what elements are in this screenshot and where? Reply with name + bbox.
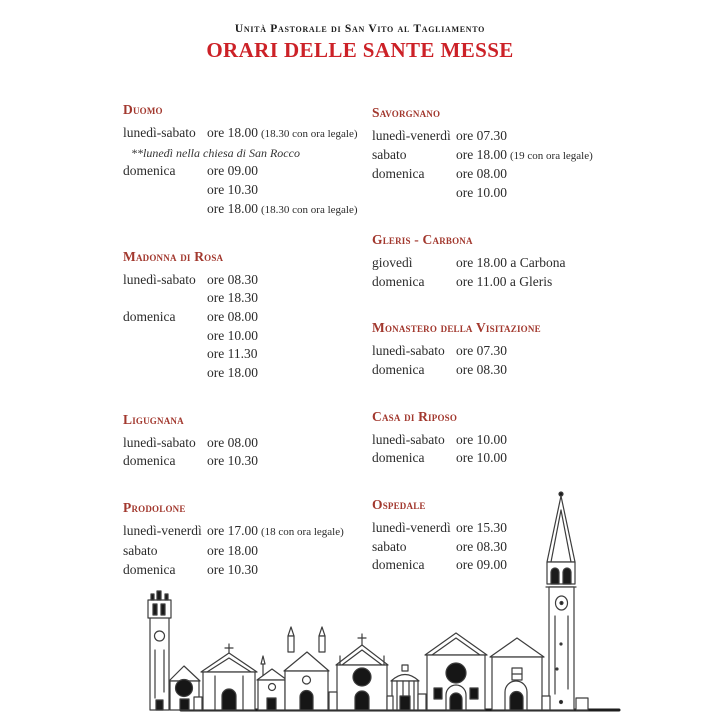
schedule-row xyxy=(123,289,379,308)
time-note: (18.30 con ora legale) xyxy=(261,203,358,216)
section-title-ligugnana: Ligugnana xyxy=(123,411,184,427)
time-value: ore 07.30 xyxy=(456,343,507,359)
time-value: ore 10.00 xyxy=(456,431,507,447)
schedule-row xyxy=(372,184,628,203)
schedule-footnote: **lunedì nella chiesa di San Rocco xyxy=(131,145,300,160)
schedule-row xyxy=(123,452,379,471)
time-value: ore 07.30 xyxy=(456,128,507,143)
schedule-row xyxy=(123,181,379,200)
schedule-row xyxy=(123,345,379,364)
schedule-row xyxy=(123,308,379,327)
section-title-savorgnano: Savorgnano xyxy=(372,105,441,120)
time-value: ore 08.30 xyxy=(207,271,258,287)
section-title-madonna-di-rosa: Madonna di Rosa xyxy=(123,248,224,264)
section-title-ospedale: Ospedale xyxy=(372,497,426,513)
schedule-row xyxy=(123,364,379,383)
time-value: ore 08.00 xyxy=(456,166,507,182)
section-duomo xyxy=(123,101,379,220)
section-savorgnano xyxy=(372,104,628,203)
time-value: ore 09.00 xyxy=(456,557,507,573)
time-note: (18 con ora legale) xyxy=(261,526,344,539)
section-title-prodolone: Prodolone xyxy=(123,500,186,516)
schedule-row xyxy=(123,327,379,346)
time-value: ore 10.00 xyxy=(456,450,507,466)
time-note: (18.30 con ora legale) xyxy=(261,128,358,140)
section-madonna-di-rosa xyxy=(123,248,379,383)
time-value: ore 17.00 xyxy=(207,523,258,539)
schedule-row xyxy=(372,361,628,380)
day-label: domenica xyxy=(372,361,425,377)
section-ligugnana xyxy=(123,411,379,471)
skyline-illustration xyxy=(95,484,625,716)
day-label: lunedì-venerdì xyxy=(372,520,451,536)
day-label: lunedì-sabato xyxy=(123,125,196,140)
schedule-row xyxy=(123,271,379,290)
time-value: ore 18.00 xyxy=(207,365,258,381)
schedule-row xyxy=(123,124,379,144)
time-value: ore 18.30 xyxy=(207,290,258,306)
day-label: lunedì-sabato xyxy=(372,431,445,447)
section-title-monastero-della-visitazione: Monastero della Visitazione xyxy=(372,320,541,336)
time-value: ore 11.00 a Gleris xyxy=(456,273,553,289)
time-value: ore 08.00 xyxy=(207,308,258,324)
day-label: lunedì-sabato xyxy=(372,343,445,359)
schedule-row xyxy=(372,449,628,468)
time-value: ore 18.00 xyxy=(207,200,258,216)
day-label: domenica xyxy=(123,308,176,324)
time-value: ore 10.00 xyxy=(456,185,507,201)
day-label: domenica xyxy=(123,561,176,577)
section-monastero-della-visitazione xyxy=(372,319,628,379)
section-title-casa-di-riposo: Casa di Riposo xyxy=(372,408,458,424)
time-value: ore 18.00 xyxy=(207,125,258,140)
schedule-row xyxy=(372,254,628,273)
time-value: ore 18.00 xyxy=(207,542,258,558)
day-label: giovedì xyxy=(372,254,413,270)
schedule-row xyxy=(372,273,628,292)
time-value: ore 10.30 xyxy=(207,182,258,198)
day-label: sabato xyxy=(372,146,407,162)
schedule-row xyxy=(372,431,628,450)
schedule-row xyxy=(372,146,628,166)
day-label: lunedì-sabato xyxy=(123,434,196,450)
day-label: domenica xyxy=(372,273,425,289)
time-value: ore 08.00 xyxy=(207,434,258,450)
section-title-gleris-carbona: Gleris - Carbona xyxy=(372,231,473,247)
time-value: ore 18.00 xyxy=(456,146,507,162)
time-value: ore 10.30 xyxy=(207,561,258,577)
time-value: ore 18.00 a Carbona xyxy=(456,254,566,270)
time-note: (19 con ora legale) xyxy=(510,149,593,162)
schedule-row xyxy=(372,165,628,184)
day-label: domenica xyxy=(123,453,176,469)
schedule-row xyxy=(372,127,628,146)
day-label: domenica xyxy=(372,166,425,182)
day-label: sabato xyxy=(372,538,407,554)
time-value: ore 10.30 xyxy=(207,453,258,469)
page-header xyxy=(0,23,720,63)
time-value: ore 08.30 xyxy=(456,361,507,377)
day-label: domenica xyxy=(372,557,425,573)
day-label: lunedì-sabato xyxy=(123,271,196,287)
time-value: ore 11.30 xyxy=(207,346,258,362)
day-label: sabato xyxy=(123,542,158,558)
schedule-row xyxy=(123,162,379,181)
schedule-row xyxy=(372,342,628,361)
parish-unit-subtitle: Unità Pastorale di San Vito al Tagliamento xyxy=(234,23,486,35)
schedule-row xyxy=(123,434,379,453)
day-label: lunedì-venerdì xyxy=(123,523,202,539)
day-label: lunedì-venerdì xyxy=(372,128,451,143)
section-title-duomo: Duomo xyxy=(123,102,163,117)
day-label: domenica xyxy=(372,450,425,466)
page-title: ORARI DELLE SANTE MESSE xyxy=(206,38,514,62)
time-value: ore 08.30 xyxy=(456,538,507,554)
time-value: ore 09.00 xyxy=(207,163,258,179)
time-value: ore 15.30 xyxy=(456,520,507,536)
day-label: domenica xyxy=(123,163,176,179)
section-gleris-carbona xyxy=(372,231,628,291)
section-casa-di-riposo xyxy=(372,408,628,468)
schedule-row xyxy=(123,200,379,220)
time-value: ore 10.00 xyxy=(207,327,258,343)
